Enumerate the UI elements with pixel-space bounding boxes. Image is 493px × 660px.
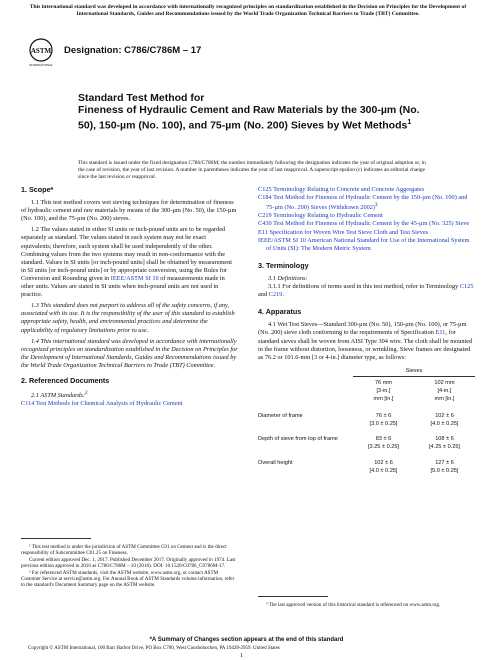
table-row: [258, 412, 475, 428]
footnote-1b: Current edition approved Dec. 1, 2017. Published December 2017. Originally approved in 1974. Last previous edition approved in 2016 as C786/C786M – 10 (2016). DOI: 10.1520/C0786_C0786M-17.: [21, 556, 236, 570]
tbt-notice: This international standard was developed in accordance with internationally recognized principles on standardization established in the Decision on Principles for the Development of International Standards, Guides and Recommendations issued by the World Trade Organization Technical Barriers to Trade (TBT) Committee.: [29, 4, 467, 17]
right-column: [258, 186, 475, 475]
scope-1-1: 1.1 This test method covers wet sieving techniques for determination of fineness of hydraulic cement and raw materials by means of the 300-µm (No. 50), the 150-µm (No. 100), and the 75-µm (No. 200) sieves.: [21, 199, 237, 223]
ref-title[interactable]: American National Standard for Use of the International System of Units (SI): The Modern Metric System: [266, 236, 470, 252]
footnote-3: ³ The last approved version of this historical standard is referenced on www.astm.org.: [266, 602, 441, 608]
astm-logo: [28, 38, 54, 68]
row-value: 102 ± 6 [4.0 ± 0.25]: [369, 459, 398, 474]
apparatus-heading: 4. Apparatus: [258, 307, 302, 317]
terminology-3-1-1: [258, 283, 475, 299]
c219-link[interactable]: C219: [268, 291, 283, 299]
title-footnote-mark: 1: [407, 118, 412, 126]
ref-title[interactable]: Test Method for Fineness of Hydraulic Cement by the 45-µm (No. 325) Sieve: [273, 220, 470, 228]
ref-code-c430[interactable]: C430: [258, 220, 272, 228]
standard-label: Standard Test Method for: [78, 92, 205, 104]
astm-standards-label: 2.1 ASTM Standards:: [31, 392, 86, 400]
ref-title[interactable]: Terminology Relating to Hydraulic Cement: [273, 212, 383, 220]
footnotes-left: [21, 538, 238, 589]
issued-note: This standard is issued under the fixed designation C786/C786M; the number immediately following the designation indicates the year of original adoption or, in the case of revision, the year of last revision. A number in parentheses indicates the year of last reapproval. A superscript epsilon (ε) indicates an editorial change since the last revision or reapproval.: [78, 160, 426, 180]
ref-title[interactable]: Test Methods for Chemical Analysis of Hydraulic Cement: [35, 400, 183, 408]
scope-1-2: [21, 226, 238, 299]
svg-text:ASTM: ASTM: [30, 47, 52, 55]
reference-item: [258, 229, 475, 237]
terminology-end: .: [282, 291, 284, 299]
and-text: and: [258, 291, 268, 299]
row-value: 108 ± 6 [4.25 ± 0.25]: [428, 436, 461, 451]
ref-code-c219[interactable]: C219: [258, 212, 272, 220]
row-label: Depth of sieve from top of frame: [258, 436, 338, 443]
designation: Designation: C786/C786M – 17: [64, 45, 202, 56]
footnotes-right: [258, 596, 475, 608]
ref-code-e11[interactable]: E11: [258, 228, 268, 236]
reference-item: [258, 220, 475, 228]
ref-title[interactable]: Terminology Relating to Concrete and Concrete Aggregates: [273, 186, 425, 193]
apparatus-text: 4.1 Wet Test Sieves—Standard 300-µm (No. 50), 150-µm (No. 100), or 75-µm (No. 200) sieve cloth conforming to the requirements of Specification: [258, 321, 467, 337]
scope-1-4: 1.4 This international standard was developed in accordance with internationally recognized principles on standardization established in the Decision on Principles for the Development of International Standards, Guides and Recommendations issued by the World Trade Organization Technical Barriers to Trade (TBT) Committee.: [21, 337, 238, 369]
row-value: 102 ± 6 [4.0 ± 0.25]: [430, 413, 459, 428]
row-value: 76 ± 6 [3.0 ± 0.25]: [369, 413, 398, 428]
footnote-1: ¹ This test method is under the jurisdiction of ASTM Committee C01 on Cement and is the direct responsibility of Subcommittee C01.25 on Fineness.: [21, 544, 227, 557]
ref-code-si10[interactable]: IEEE/ASTM SI 10: [258, 236, 306, 244]
row-label: Overall height: [258, 459, 293, 466]
astm-standards-sub: [21, 390, 238, 400]
copyright: Copyright © ASTM International, 100 Barr Harbor Drive, PO Box C700, West Conshohocken, PA 19428-2959. United States: [28, 646, 280, 651]
apparatus-text-end: , for standard sieves shall be woven from AISI Type 304 wire. The cloth shall be mounted in the frame without distortion, looseness, or wrinkling. Sieve frames are designated as 76.2 or 101.6-mm [3 or 4-in.] diameter type, as follows:: [258, 329, 473, 361]
reference-item: [21, 400, 238, 408]
scope-1-2-text: 1.2 The values stated in either SI units or inch-pound units are to be regarded separately as standard. The values stated in each system may not be exact equivalents; therefore, each system shall be used independently of the other. Combining values from the two systems may result in non-conformance with the standard. Values in SI units [or inch-pound units] shall be obtained by measurement in SI units [or inch-pound units] or by appropriate conversion, using the Rules for Conversion and Rounding given in: [21, 226, 232, 282]
summary-of-changes-note: *A Summary of Changes section appears at the end of this standard: [149, 637, 344, 643]
row-value: 127 ± 6 [5.0 ± 0.25]: [430, 459, 459, 474]
ref-title[interactable]: Test Method for Fineness of Hydraulic Cement by the 150-µm (No. 100) and 75-µm (No. 200) Sieves (Withdrawn 2002): [266, 194, 468, 212]
sieves-group-header: Sieves: [405, 367, 423, 374]
col2-header: 102 mm [4-in.] mm [in.]: [434, 379, 455, 403]
definitions-sub: 3.1 Definitions:: [268, 274, 308, 282]
ref-footnote-mark: 2: [85, 391, 88, 397]
apparatus-4-1: [258, 321, 475, 361]
footnote-2: ² For referenced ASTM standards, visit the ASTM website, www.astm.org, or contact ASTM Customer Service at service@astm.org. For Annual Book of ASTM Standards volume information, refer to the standard's Document Summary page on the ASTM website.: [21, 569, 235, 589]
table-row: [258, 459, 475, 475]
scope-1-2-end: of measurements made in other units. Values are stated in SI units when inch-pound units are not used in practice.: [21, 274, 225, 299]
page-number: 1: [240, 653, 243, 659]
left-column: [21, 186, 238, 408]
row-label: Diameter of frame: [258, 413, 303, 420]
references-heading: 2. Referenced Documents: [21, 375, 110, 385]
e11-link[interactable]: E11: [435, 329, 446, 337]
row-value: 83 ± 6 [3.25 ± 0.25]: [367, 436, 400, 451]
ref-code-c114[interactable]: C114: [21, 400, 35, 408]
reference-item: [258, 186, 475, 194]
sieve-table: [258, 367, 475, 475]
scope-heading: 1. Scope*: [21, 185, 54, 194]
ref-title[interactable]: Specification for Woven Wire Test Sieve Cloth and Test Sieves: [269, 228, 429, 236]
document-title: [78, 104, 438, 132]
terminology-heading: 3. Terminology: [258, 260, 309, 270]
title-text: Fineness of Hydraulic Cement and Raw Materials by the 300-µm (No. 50), 150-µm (No. 100), and 75-µm (No. 200) Sieves by Wet Methods: [78, 104, 420, 132]
reference-item: [258, 237, 475, 253]
col1-header: 76 mm [3-in.] mm [in.]: [373, 379, 394, 403]
c125-link[interactable]: C125: [459, 283, 474, 291]
ieee-si10-link[interactable]: IEEE/ASTM SI 10: [110, 274, 159, 282]
ref-code-c184[interactable]: C184: [258, 194, 272, 202]
table-row: [258, 435, 475, 451]
ref-code-c125[interactable]: C125: [258, 186, 272, 193]
terminology-text: 3.1.1 For definitions of terms used in this test method, refer to Terminology: [268, 283, 459, 291]
reference-item: [258, 212, 475, 220]
scope-1-3: 1.3 This standard does not purport to address all of the safety concerns, if any, associated with its use. It is the responsibility of the user of this standard to establish appropriate safety, health, and environmental practices and determine the applicability of regulatory limitations prior to use.: [21, 302, 235, 334]
svg-text:INTERNATIONAL: INTERNATIONAL: [29, 63, 53, 67]
reference-item: C184 Test Method for Fineness of Hydraulic Cement by the 150-µm (No. 100) and 75-µm (No. 200) Sieves (Withdrawn 2002)$^3$: [258, 194, 468, 212]
